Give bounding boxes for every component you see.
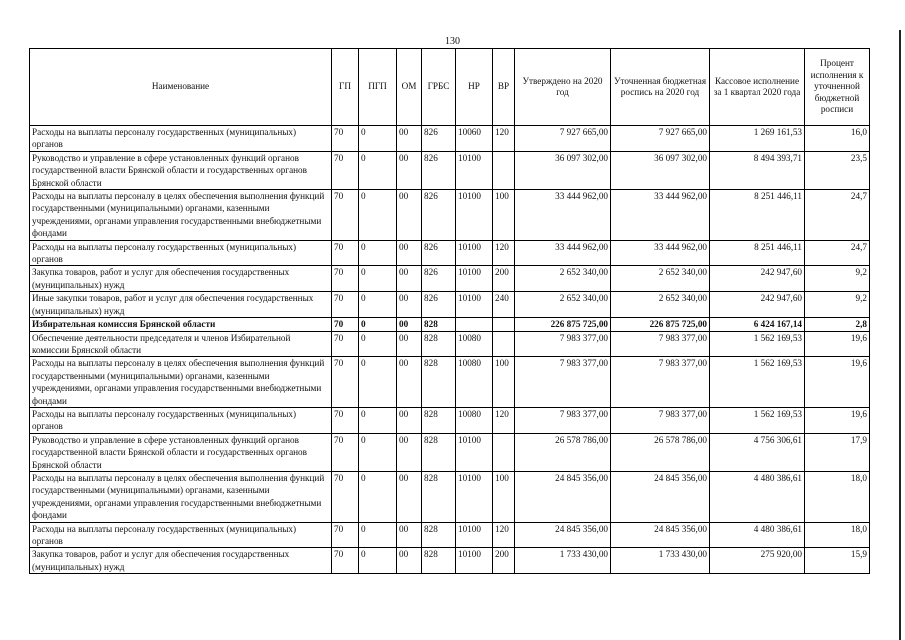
om-cell: 00	[397, 151, 422, 189]
percent-cell: 2,8	[805, 318, 870, 331]
table-row	[30, 522, 870, 548]
page-number: 130	[445, 36, 460, 47]
gp-cell: 70	[332, 266, 359, 292]
nr-cell: 10100	[456, 548, 493, 574]
gp-cell: 70	[332, 151, 359, 189]
table-row	[30, 471, 870, 522]
percent-cell: 24,7	[805, 240, 870, 266]
percent-cell: 19,6	[805, 357, 870, 408]
pgp-cell: 0	[359, 151, 397, 189]
row-name-cell: Расходы на выплаты персоналу государственных (муниципальных) органов	[30, 407, 332, 433]
percent-cell: 18,0	[805, 471, 870, 522]
pgp-cell: 0	[359, 292, 397, 318]
table-row	[30, 292, 870, 318]
nr-cell: 10100	[456, 266, 493, 292]
gp-cell: 70	[332, 548, 359, 574]
om-cell: 00	[397, 407, 422, 433]
header-cell: Уточненная бюджетная роспись на 2020 год	[611, 49, 710, 126]
scan-edge-line	[899, 30, 901, 640]
pgp-cell: 0	[359, 522, 397, 548]
nr-cell: 10100	[456, 190, 493, 241]
row-name-cell: Обеспечение деятельности председателя и членов Избирательной комиссии Брянской области	[30, 331, 332, 357]
row-name-cell: Закупка товаров, работ и услуг для обеспечения государственных (муниципальных) нужд	[30, 548, 332, 574]
percent-cell: 19,6	[805, 407, 870, 433]
approved-amount-cell: 26 578 786,00	[515, 433, 611, 471]
row-name-cell: Руководство и управление в сфере установленных функций органов государственной власти Брянской области и государственных органов Брянской области	[30, 151, 332, 189]
om-cell: 00	[397, 433, 422, 471]
refined-amount-cell: 36 097 302,00	[611, 151, 710, 189]
table-row	[30, 548, 870, 574]
grbs-cell: 826	[422, 292, 456, 318]
vr-cell	[493, 331, 515, 357]
nr-cell: 10100	[456, 471, 493, 522]
percent-cell: 15,9	[805, 548, 870, 574]
percent-cell: 19,6	[805, 331, 870, 357]
row-name-cell: Расходы на выплаты персоналу государственных (муниципальных) органов	[30, 240, 332, 266]
refined-amount-cell: 2 652 340,00	[611, 292, 710, 318]
percent-cell: 24,7	[805, 190, 870, 241]
gp-cell: 70	[332, 318, 359, 331]
om-cell: 00	[397, 357, 422, 408]
gp-cell: 70	[332, 471, 359, 522]
grbs-cell: 828	[422, 522, 456, 548]
gp-cell: 70	[332, 433, 359, 471]
pgp-cell: 0	[359, 407, 397, 433]
percent-cell: 16,0	[805, 126, 870, 152]
gp-cell: 70	[332, 292, 359, 318]
pgp-cell: 0	[359, 190, 397, 241]
refined-amount-cell: 7 983 377,00	[611, 331, 710, 357]
executed-amount-cell: 8 251 446,11	[710, 240, 805, 266]
gp-cell: 70	[332, 126, 359, 152]
om-cell: 00	[397, 126, 422, 152]
executed-amount-cell: 1 562 169,53	[710, 331, 805, 357]
approved-amount-cell: 7 983 377,00	[515, 331, 611, 357]
refined-amount-cell: 33 444 962,00	[611, 190, 710, 241]
row-name-cell: Расходы на выплаты персоналу в целях обеспечения выполнения функций государственными (муниципальными) органами, казенными учреждениями, органами управления государственными внебюджетными фондами	[30, 190, 332, 241]
approved-amount-cell: 24 845 356,00	[515, 522, 611, 548]
percent-cell: 18,0	[805, 522, 870, 548]
executed-amount-cell: 4 480 386,61	[710, 471, 805, 522]
vr-cell: 100	[493, 471, 515, 522]
om-cell: 00	[397, 240, 422, 266]
header-cell: ГРБС	[422, 49, 456, 126]
nr-cell: 10080	[456, 407, 493, 433]
pgp-cell: 0	[359, 318, 397, 331]
header-cell: Кассовое исполнение за 1 квартал 2020 года	[710, 49, 805, 126]
gp-cell: 70	[332, 522, 359, 548]
nr-cell: 10060	[456, 126, 493, 152]
row-name-cell: Избирательная комиссия Брянской области	[30, 318, 332, 331]
table-row	[30, 407, 870, 433]
pgp-cell: 0	[359, 240, 397, 266]
row-name-cell: Расходы на выплаты персоналу в целях обеспечения выполнения функций государственными (муниципальными) органами, казенными учреждениями, органами управления государственными внебюджетными фондами	[30, 357, 332, 408]
nr-cell: 10080	[456, 357, 493, 408]
executed-amount-cell: 8 251 446,11	[710, 190, 805, 241]
row-name-cell: Расходы на выплаты персоналу в целях обеспечения выполнения функций государственными (муниципальными) органами, казенными учреждениями, органами управления государственными внебюджетными фондами	[30, 471, 332, 522]
refined-amount-cell: 26 578 786,00	[611, 433, 710, 471]
approved-amount-cell: 7 983 377,00	[515, 357, 611, 408]
header-cell: ОМ	[397, 49, 422, 126]
refined-amount-cell: 7 983 377,00	[611, 407, 710, 433]
grbs-cell: 826	[422, 151, 456, 189]
grbs-cell: 826	[422, 240, 456, 266]
refined-amount-cell: 24 845 356,00	[611, 471, 710, 522]
row-name-cell: Расходы на выплаты персоналу государственных (муниципальных) органов	[30, 126, 332, 152]
pgp-cell: 0	[359, 433, 397, 471]
refined-amount-cell: 7 927 665,00	[611, 126, 710, 152]
om-cell: 00	[397, 292, 422, 318]
vr-cell: 120	[493, 522, 515, 548]
vr-cell: 240	[493, 292, 515, 318]
header-cell: Наименование	[30, 49, 332, 126]
vr-cell	[493, 433, 515, 471]
grbs-cell: 828	[422, 471, 456, 522]
header-cell: Утверждено на 2020 год	[515, 49, 611, 126]
approved-amount-cell: 7 983 377,00	[515, 407, 611, 433]
grbs-cell: 826	[422, 126, 456, 152]
percent-cell: 9,2	[805, 292, 870, 318]
header-cell: ГП	[332, 49, 359, 126]
refined-amount-cell: 2 652 340,00	[611, 266, 710, 292]
table-row	[30, 357, 870, 408]
nr-cell: 10080	[456, 331, 493, 357]
approved-amount-cell: 2 652 340,00	[515, 266, 611, 292]
grbs-cell: 828	[422, 548, 456, 574]
header-cell: НР	[456, 49, 493, 126]
approved-amount-cell: 24 845 356,00	[515, 471, 611, 522]
refined-amount-cell: 1 733 430,00	[611, 548, 710, 574]
table-body	[30, 126, 870, 574]
table-header-row	[30, 49, 870, 126]
header-cell: Процент исполнения к уточненной бюджетной росписи	[805, 49, 870, 126]
table-row-section	[30, 318, 870, 331]
vr-cell: 120	[493, 126, 515, 152]
executed-amount-cell: 275 920,00	[710, 548, 805, 574]
om-cell: 00	[397, 471, 422, 522]
table-row	[30, 331, 870, 357]
grbs-cell: 828	[422, 433, 456, 471]
vr-cell	[493, 151, 515, 189]
approved-amount-cell: 7 927 665,00	[515, 126, 611, 152]
executed-amount-cell: 242 947,60	[710, 292, 805, 318]
table-row	[30, 266, 870, 292]
om-cell: 00	[397, 522, 422, 548]
grbs-cell: 826	[422, 266, 456, 292]
table-row	[30, 433, 870, 471]
vr-cell: 200	[493, 548, 515, 574]
nr-cell: 10100	[456, 292, 493, 318]
table-row	[30, 240, 870, 266]
table-row	[30, 151, 870, 189]
vr-cell	[493, 318, 515, 331]
pgp-cell: 0	[359, 357, 397, 408]
nr-cell: 10100	[456, 240, 493, 266]
row-name-cell: Иные закупки товаров, работ и услуг для обеспечения государственных (муниципальных) нужд	[30, 292, 332, 318]
om-cell: 00	[397, 318, 422, 331]
grbs-cell: 828	[422, 357, 456, 408]
executed-amount-cell: 1 562 169,53	[710, 407, 805, 433]
approved-amount-cell: 1 733 430,00	[515, 548, 611, 574]
approved-amount-cell: 2 652 340,00	[515, 292, 611, 318]
gp-cell: 70	[332, 240, 359, 266]
row-name-cell: Расходы на выплаты персоналу государственных (муниципальных) органов	[30, 522, 332, 548]
grbs-cell: 828	[422, 331, 456, 357]
pgp-cell: 0	[359, 471, 397, 522]
om-cell: 00	[397, 331, 422, 357]
vr-cell: 120	[493, 407, 515, 433]
percent-cell: 23,5	[805, 151, 870, 189]
approved-amount-cell: 226 875 725,00	[515, 318, 611, 331]
vr-cell: 120	[493, 240, 515, 266]
refined-amount-cell: 33 444 962,00	[611, 240, 710, 266]
refined-amount-cell: 226 875 725,00	[611, 318, 710, 331]
pgp-cell: 0	[359, 126, 397, 152]
percent-cell: 9,2	[805, 266, 870, 292]
grbs-cell: 828	[422, 407, 456, 433]
budget-table	[29, 48, 870, 574]
refined-amount-cell: 7 983 377,00	[611, 357, 710, 408]
row-name-cell: Закупка товаров, работ и услуг для обеспечения государственных (муниципальных) нужд	[30, 266, 332, 292]
table-row	[30, 190, 870, 241]
om-cell: 00	[397, 190, 422, 241]
om-cell: 00	[397, 548, 422, 574]
executed-amount-cell: 4 480 386,61	[710, 522, 805, 548]
grbs-cell: 828	[422, 318, 456, 331]
header-cell: ПГП	[359, 49, 397, 126]
nr-cell	[456, 318, 493, 331]
pgp-cell: 0	[359, 266, 397, 292]
pgp-cell: 0	[359, 548, 397, 574]
executed-amount-cell: 4 756 306,61	[710, 433, 805, 471]
row-name-cell: Руководство и управление в сфере установленных функций органов государственной власти Брянской области и государственных органов Брянской области	[30, 433, 332, 471]
executed-amount-cell: 6 424 167,14	[710, 318, 805, 331]
gp-cell: 70	[332, 331, 359, 357]
vr-cell: 100	[493, 357, 515, 408]
grbs-cell: 826	[422, 190, 456, 241]
gp-cell: 70	[332, 190, 359, 241]
approved-amount-cell: 33 444 962,00	[515, 190, 611, 241]
approved-amount-cell: 36 097 302,00	[515, 151, 611, 189]
executed-amount-cell: 1 562 169,53	[710, 357, 805, 408]
om-cell: 00	[397, 266, 422, 292]
executed-amount-cell: 8 494 393,71	[710, 151, 805, 189]
gp-cell: 70	[332, 357, 359, 408]
gp-cell: 70	[332, 407, 359, 433]
executed-amount-cell: 242 947,60	[710, 266, 805, 292]
table-row	[30, 126, 870, 152]
vr-cell: 200	[493, 266, 515, 292]
nr-cell: 10100	[456, 522, 493, 548]
header-cell: ВР	[493, 49, 515, 126]
approved-amount-cell: 33 444 962,00	[515, 240, 611, 266]
pgp-cell: 0	[359, 331, 397, 357]
vr-cell: 100	[493, 190, 515, 241]
executed-amount-cell: 1 269 161,53	[710, 126, 805, 152]
percent-cell: 17,9	[805, 433, 870, 471]
refined-amount-cell: 24 845 356,00	[611, 522, 710, 548]
nr-cell: 10100	[456, 433, 493, 471]
nr-cell: 10100	[456, 151, 493, 189]
